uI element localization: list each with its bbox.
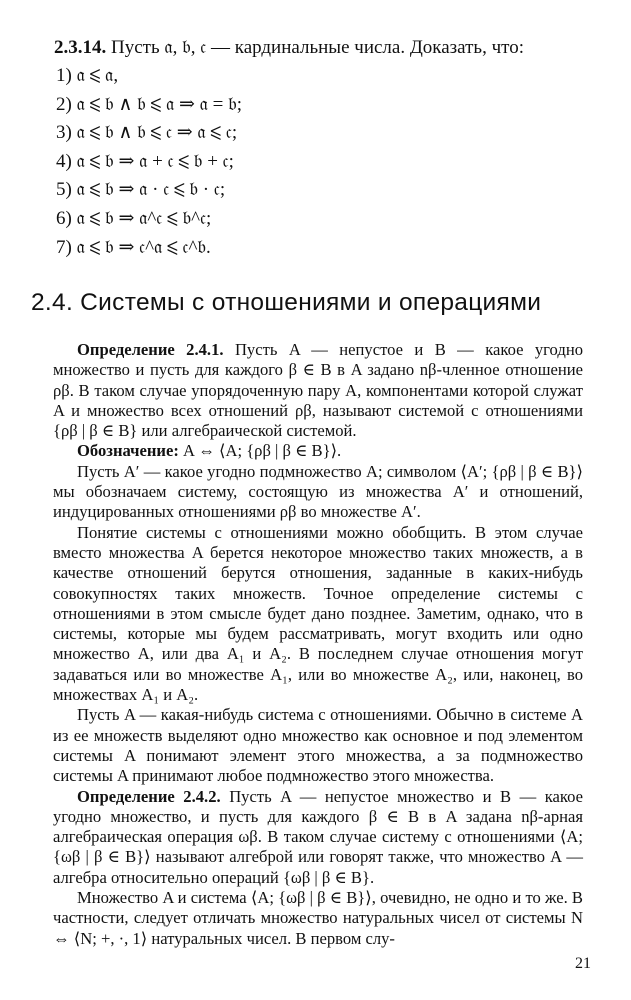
problem-item: 6) 𝔞 ⩽ 𝔟 ⇒ 𝔞^𝔠 ⩽ 𝔟^𝔠; <box>56 207 212 229</box>
problem-item: 5) 𝔞 ⩽ 𝔟 ⇒ 𝔞 · 𝔠 ⩽ 𝔟 · 𝔠; <box>56 179 226 201</box>
problem-number: 2.3.14. <box>54 37 107 58</box>
problem-item: 3) 𝔞 ⩽ 𝔟 ∧ 𝔟 ⩽ 𝔠 ⇒ 𝔞 ⩽ 𝔠; <box>56 122 238 144</box>
paragraph: Понятие системы с отношениями можно обобщить. В этом случае вместо множества A берется некоторое множество таких множеств, а в качестве отношений берутся отношения, заданные в каких-нибудь совокупностях таких множеств. Точное определение системы с отношениями в этом смысле будет дано позднее. Заметим, однако, что в системы, которые мы будем рассматривать, могут входить или одно множество A, или два A₁ и A₂. В последнем случае отношения могут задаваться или во множестве A₁, или во множестве A₂, или, наконец, во множествах A₁ и A₂. <box>53 522 583 705</box>
definition-text: Пусть A — непустое множество и B — какое угодно множество, и пусть для каждого β ∈ B в A задана nβ-арная алгебраическая операция ωβ. В таком случае систему с отношениями ⟨A; {ωβ | β ∈ B}⟩ называют алгеброй или говорят также, что множество A — алгебра относительно операций {ωβ | β ∈ B}. <box>53 786 583 887</box>
notation-text: A ⇔ ⟨A; {ρβ | β ∈ B}⟩. <box>183 441 342 461</box>
problem-item: 1) 𝔞 ⩽ 𝔞, <box>56 65 119 86</box>
paragraph: Пусть A — какая-нибудь система с отношениями. Обычно в системе A из ее множеств выделяют одно множество как основное и под элементом системы A понимают элемент этого множества, а за подмножество системы A принимают любое подмножество этого множества. <box>53 705 583 786</box>
problem-heading <box>54 36 582 60</box>
problem-item: 4) 𝔞 ⩽ 𝔟 ⇒ 𝔞 + 𝔠 ⩽ 𝔟 + 𝔠; <box>56 150 234 172</box>
definition-paragraph <box>53 787 583 888</box>
definition-paragraph <box>53 340 583 441</box>
definition-text: Пусть A — непустое и B — какое угодно множество и пусть для каждого β ∈ B в A задано nβ-членное отношение ρβ. В таком случае упорядоченную пару A, компонентами которой служат A и множество всех отношений ρβ, называют системой с отношениями {ρβ | β ∈ B} или алгебраической системой. <box>53 340 583 441</box>
notation-line <box>53 441 583 461</box>
section-title: 2.4. Системы с отношениями и операциями <box>31 289 542 316</box>
paragraph: Множество A и система ⟨A; {ωβ | β ∈ B}⟩, очевидно, не одно и то же. В частности, следует отличать множество натуральных чисел от системы N ⇔ ⟨N; +, ·, 1⟩ натуральных чисел. В первом слу- <box>53 888 583 948</box>
problem-item: 2) 𝔞 ⩽ 𝔟 ∧ 𝔟 ⩽ 𝔞 ⇒ 𝔞 = 𝔟; <box>56 93 243 115</box>
section-body <box>53 340 583 949</box>
problem-items <box>56 62 556 262</box>
problem-item: 7) 𝔞 ⩽ 𝔟 ⇒ 𝔠^𝔞 ⩽ 𝔠^𝔟. <box>56 236 211 258</box>
page-number: 21 <box>575 955 591 972</box>
problem-statement: Пусть 𝔞, 𝔟, 𝔠 — кардинальные числа. Доказать, что: <box>111 37 524 58</box>
definition-label: Определение 2.4.1. <box>77 340 224 359</box>
definition-label: Определение 2.4.2. <box>77 786 221 806</box>
notation-label: Обозначение: <box>77 441 179 461</box>
paragraph: Пусть A′ — какое угодно подмножество A; символом ⟨A′; {ρβ | β ∈ B}⟩ мы обозначаем систему, состоящую из множества A′ и отношений, индуцированных отношениями ρβ во множестве A′. <box>53 461 583 522</box>
